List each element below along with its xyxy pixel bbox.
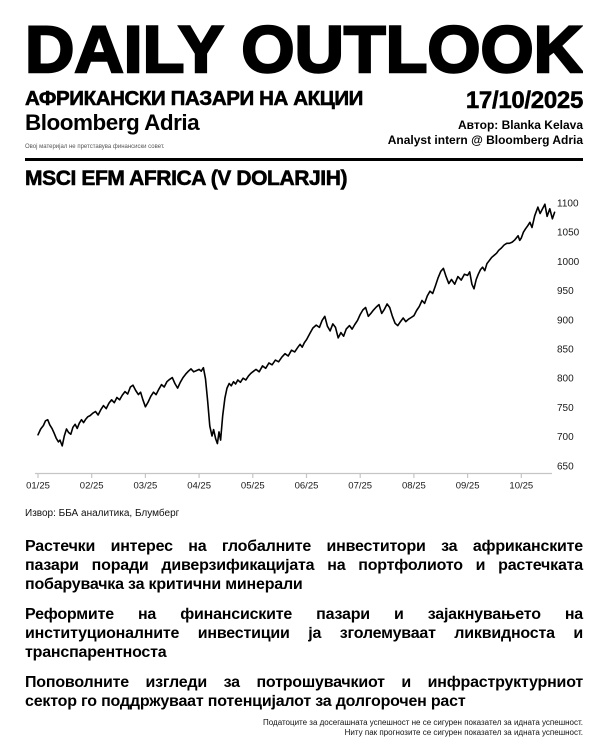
x-tick-label: 04/25 <box>187 480 211 492</box>
bullet-paragraph <box>25 537 583 594</box>
key-points <box>25 537 583 711</box>
y-tick-label: 1050 <box>557 227 580 239</box>
bullet-paragraph <box>25 673 583 711</box>
advice-disclaimer: Овој материјал не претставува финансиски совет. <box>25 144 165 150</box>
y-tick-label: 950 <box>557 286 574 298</box>
y-tick-label: 850 <box>557 344 574 356</box>
y-tick-label: 1100 <box>557 198 579 210</box>
y-tick-label: 750 <box>557 402 574 414</box>
author-name: Автор: Blanka Kelava <box>458 118 583 132</box>
header-divider <box>25 158 583 161</box>
x-tick-label: 06/25 <box>294 480 319 492</box>
x-tick-label: 01/25 <box>26 480 50 492</box>
issue-date: 17/10/2025 <box>465 87 583 114</box>
disclaimer-line: Ниту пак прогнозите се сигурен показател за идната успешност. <box>344 728 583 737</box>
y-tick-label: 800 <box>557 373 574 385</box>
index-chart <box>25 194 583 494</box>
disclaimer-line: Податоците за досегашната успешност не се сигурен показател за идната успешност. <box>263 718 583 727</box>
bullet-line: Поповолните изгледи за потрошувачкиот и инфраструктурниот <box>25 674 583 691</box>
header-left <box>25 88 363 150</box>
brand-name: Bloomberg Adria <box>25 110 200 135</box>
bullet-line: Реформите на финансиските пазари и зајакнувањето на <box>25 606 583 623</box>
x-tick-label: 03/25 <box>133 480 158 492</box>
performance-disclaimer <box>263 718 583 738</box>
price-line <box>38 204 555 446</box>
x-tick-label: 10/25 <box>509 480 534 492</box>
newsletter-title-svg <box>25 16 583 82</box>
chart-source: Извор: ББА аналитика, Блумберг <box>25 508 180 519</box>
x-tick-label: 02/25 <box>79 480 104 492</box>
bullet-line: побарувачка за критични минерали <box>25 576 303 593</box>
header-right <box>388 88 583 147</box>
chart-title: MSCI EFM AFRICA (V DOLARJIH) <box>25 167 348 190</box>
bullet-paragraph <box>25 605 583 662</box>
edition-subtitle: АФРИКАНСКИ ПАЗАРИ НА АКЦИИ <box>25 87 364 110</box>
bullet-line: сектор го поддржуваат потенцијалот за долгорочен раст <box>25 693 466 710</box>
bullet-line: транспарентноста <box>25 644 167 661</box>
bullet-line: пазари поради диверзификацијата на портфолиото и растечката <box>25 557 583 574</box>
x-tick-label: 08/25 <box>402 480 426 492</box>
header-row <box>25 88 583 150</box>
x-tick-label: 09/25 <box>455 480 480 492</box>
y-tick-label: 650 <box>557 461 574 473</box>
y-tick-label: 1000 <box>557 256 580 268</box>
y-tick-label: 900 <box>557 315 574 327</box>
bullet-line: институционалните инвестиции ја зголемуваат ликвидноста и <box>25 625 583 642</box>
author-role: Analyst intern @ Bloomberg Adria <box>387 133 583 147</box>
x-tick-label: 05/25 <box>240 480 265 492</box>
newsletter-title: DAILY OUTLOOK <box>25 16 583 82</box>
y-tick-label: 700 <box>557 432 574 444</box>
x-tick-label: 07/25 <box>348 480 373 492</box>
bullet-line: Растечки интерес на глобалните инвеститори за африканските <box>25 538 583 555</box>
